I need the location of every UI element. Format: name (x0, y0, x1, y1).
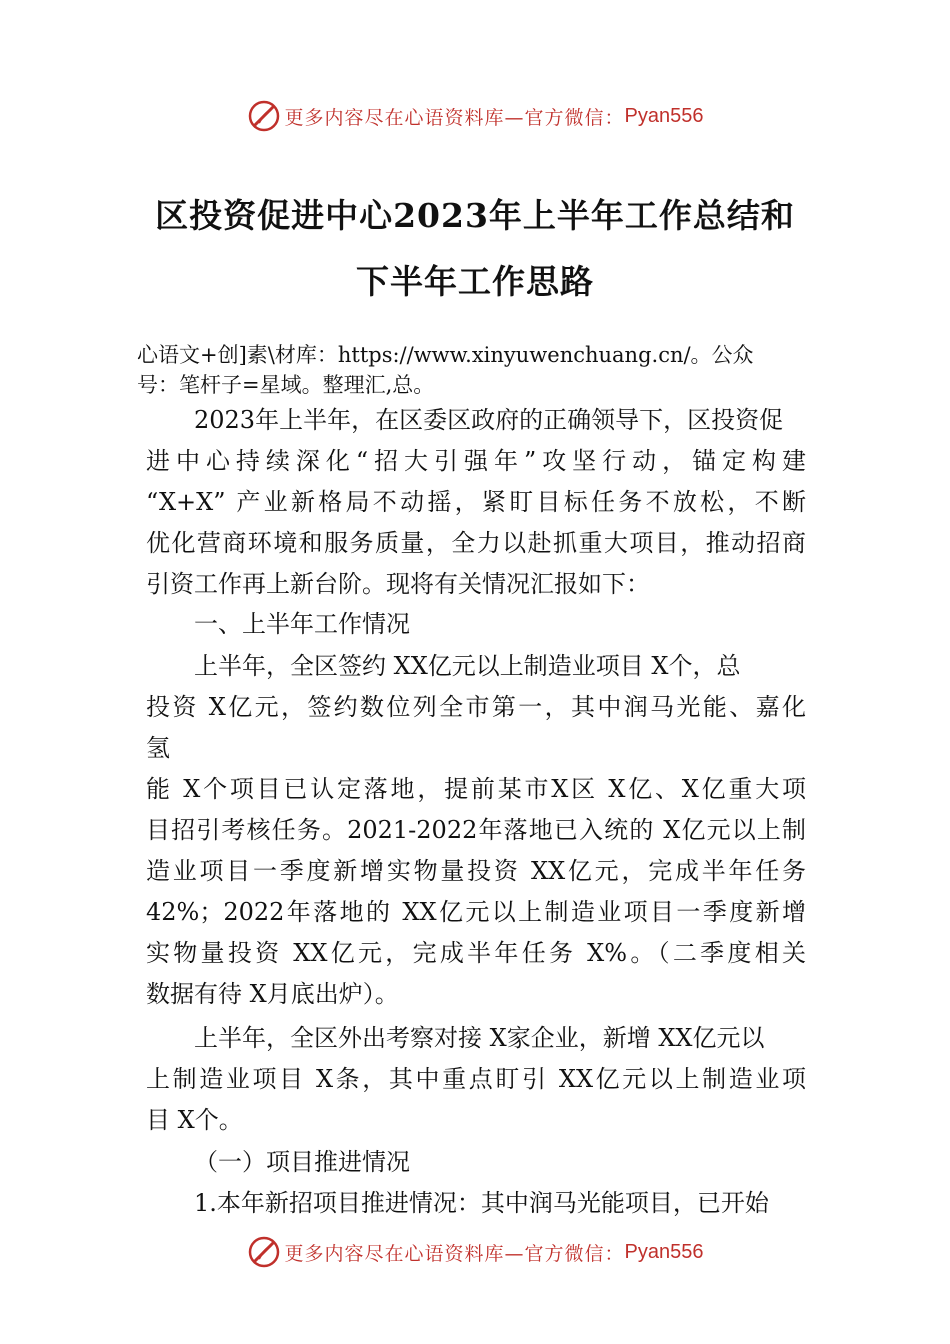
body-line: 42%；2022年落地的 XX亿元以上制造业项目一季度新增 (146, 898, 806, 926)
body-line: 实物量投资 XX亿元，完成半年任务 X%。（二季度相关 (146, 939, 806, 967)
section-heading: 一、上半年工作情况 (194, 610, 410, 638)
body-line: 目招引考核任务。2021-2022年落地已入统的 X亿元以上制 (146, 816, 806, 844)
banner-text: 更多内容尽在心语资料库—官方微信： (284, 106, 625, 129)
banner-text: 更多内容尽在心语资料库—官方微信： (284, 1242, 625, 1265)
body-line: 造业项目一季度新增实物量投资 XX亿元，完成半年任务 (146, 857, 806, 885)
subsection-heading: （一）项目推进情况 (194, 1148, 410, 1176)
source-note-line-2: 号：笔杆子=星域。整理汇,总。 (137, 373, 435, 397)
banner-wechat-id: Pyan556 (624, 1240, 704, 1263)
body-line: 目 X个。 (146, 1106, 243, 1134)
body-line: 能 X个项目已认定落地，提前某市X区 X亿、X亿重大项 (146, 775, 806, 803)
document-title-line-2: 下半年工作思路 (356, 262, 594, 301)
body-line: 投资 X亿元，签约数位列全市第一，其中润马光能、嘉化 (146, 693, 806, 721)
body-line: 上制造业项目 X条，其中重点盯引 XX亿元以上制造业项 (146, 1065, 806, 1093)
body-line: 优化营商环境和服务质量，全力以赴抓重大项目，推动招商 (146, 529, 806, 557)
body-line: 氢 (146, 734, 170, 762)
body-line: “X+X” 产业新格局不动摇，紧盯目标任务不放松，不断 (146, 488, 806, 516)
banner-wechat-id: Pyan556 (624, 104, 704, 127)
body-line: 引资工作再上新台阶。现将有关情况汇报如下： (146, 570, 650, 598)
brush-logo-icon (247, 99, 281, 133)
brush-logo-icon (247, 1235, 281, 1269)
watermark-banner-top (0, 96, 950, 136)
body-line: 2023年上半年，在区委区政府的正确领导下，区投资促 (194, 406, 784, 434)
watermark-banner-bottom (0, 1232, 950, 1272)
body-line: 上半年，全区外出考察对接 X家企业，新增 XX亿元以 (194, 1024, 765, 1052)
body-line: 数据有待 X月底出炉）。 (146, 980, 399, 1008)
source-note-line-1: 心语文+创]素\材库：https://www.xinyuwenchuang.cn/。公众 (137, 343, 754, 367)
body-line: 1.本年新招项目推进情况：其中润马光能项目，已开始 (194, 1189, 769, 1217)
body-line: 上半年，全区签约 XX亿元以上制造业项目 X个，总 (194, 652, 741, 680)
document-title-line-1: 区投资促进中心2023年上半年工作总结和 (155, 196, 795, 235)
body-line: 进中心持续深化“招大引强年”攻坚行动，锚定构建 (146, 447, 806, 475)
